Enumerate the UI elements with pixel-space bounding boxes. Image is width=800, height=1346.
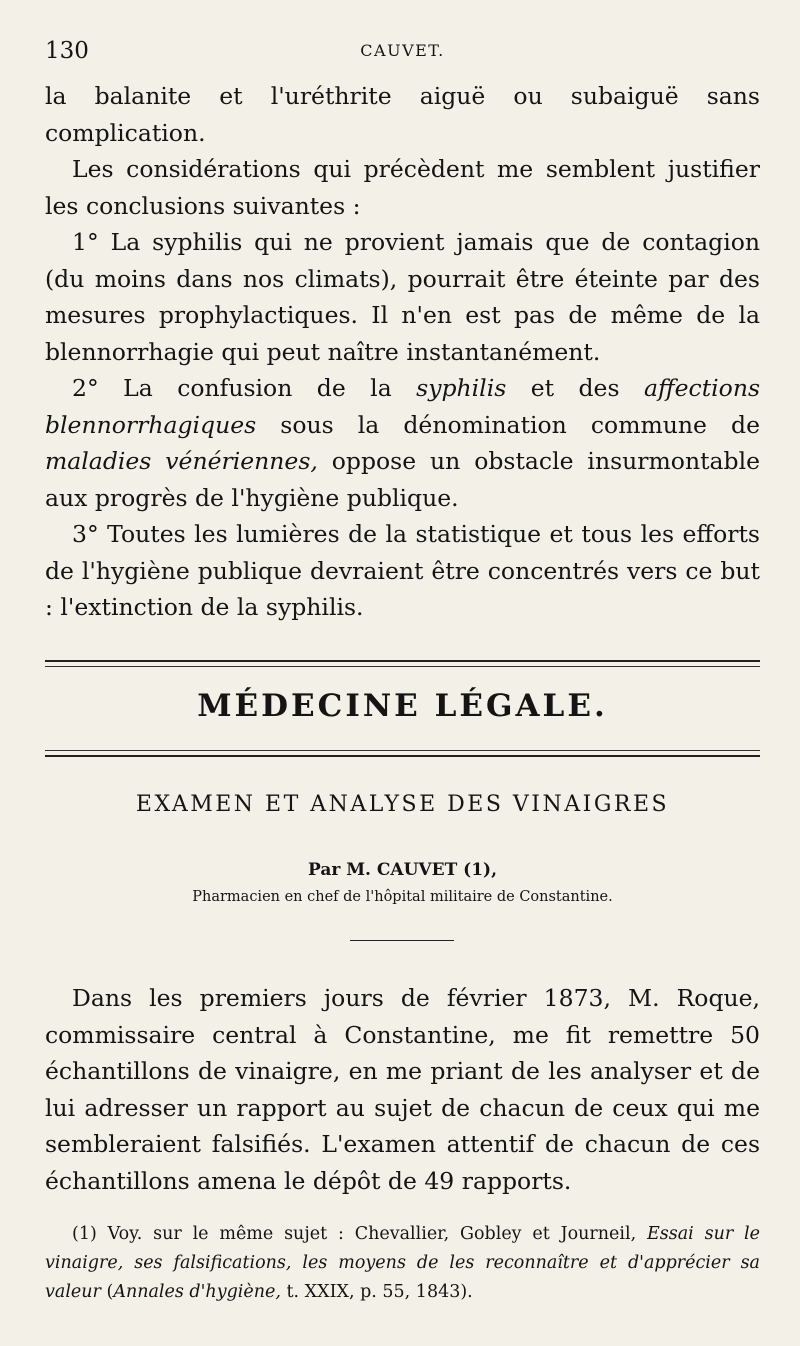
running-head: CAUVET. — [360, 41, 445, 60]
previous-article-text — [45, 78, 760, 626]
paragraph: Dans les premiers jours de février 1873, M. Roque, commissaire central à Constantine, me fit remettre 50 échantillons de vinaigre, en me priant de les analyser et de lui adresser un rapport au sujet de chacun de ceux qui me sembleraient falsifiés. L'examen attentif de chacun de ces échantillons amena le dépôt de 49 rapports. — [45, 984, 760, 1195]
footnote — [45, 1220, 760, 1307]
section-rule-bottom — [45, 750, 760, 757]
section-heading: MÉDECINE LÉGALE. — [197, 688, 608, 724]
page-header — [45, 38, 760, 68]
divider — [350, 940, 454, 941]
article-byline: Par M. CAUVET (1), — [308, 860, 497, 880]
article-title: EXAMEN ET ANALYSE DES VINAIGRES — [135, 792, 670, 817]
page-number: 130 — [45, 38, 89, 64]
footnote-text: (1) Voy. sur le même sujet : Chevallier, Gobley et Journeil, Essai sur le vinaigre, ses falsifications, les moyens de les reconnaître et d'apprécier sa valeur (Annales d'hygiène, t. XXIX, p. 55, 1843). — [45, 1224, 760, 1302]
section-rule-top — [45, 660, 760, 667]
paragraph: Les considérations qui précèdent me semblent justifier les conclusions suivantes : — [45, 155, 760, 220]
article-body — [45, 980, 760, 1199]
paragraph: la balanite et l'uréthrite aiguë ou subaiguë sans complication. — [45, 82, 760, 147]
conclusion-3: 3° Toutes les lumières de la statistique et tous les efforts de l'hygiène publique devraient être concentrés vers ce but : l'extinction de la syphilis. — [45, 520, 760, 621]
conclusion-2: 2° La confusion de la syphilis et des affections blennorrhagiques sous la dénomination commune de maladies vénériennes, oppose un obstacle insurmontable aux progrès de l'hygiène publique. — [45, 374, 761, 512]
author-affiliation: Pharmacien en chef de l'hôpital militaire de Constantine. — [192, 889, 613, 905]
conclusion-1: 1° La syphilis qui ne provient jamais que de contagion (du moins dans nos climats), pourrait être éteinte par des mesures prophylactiques. Il n'en est pas de même de la blennorrhagie qui peut naître instantanément. — [45, 228, 760, 366]
